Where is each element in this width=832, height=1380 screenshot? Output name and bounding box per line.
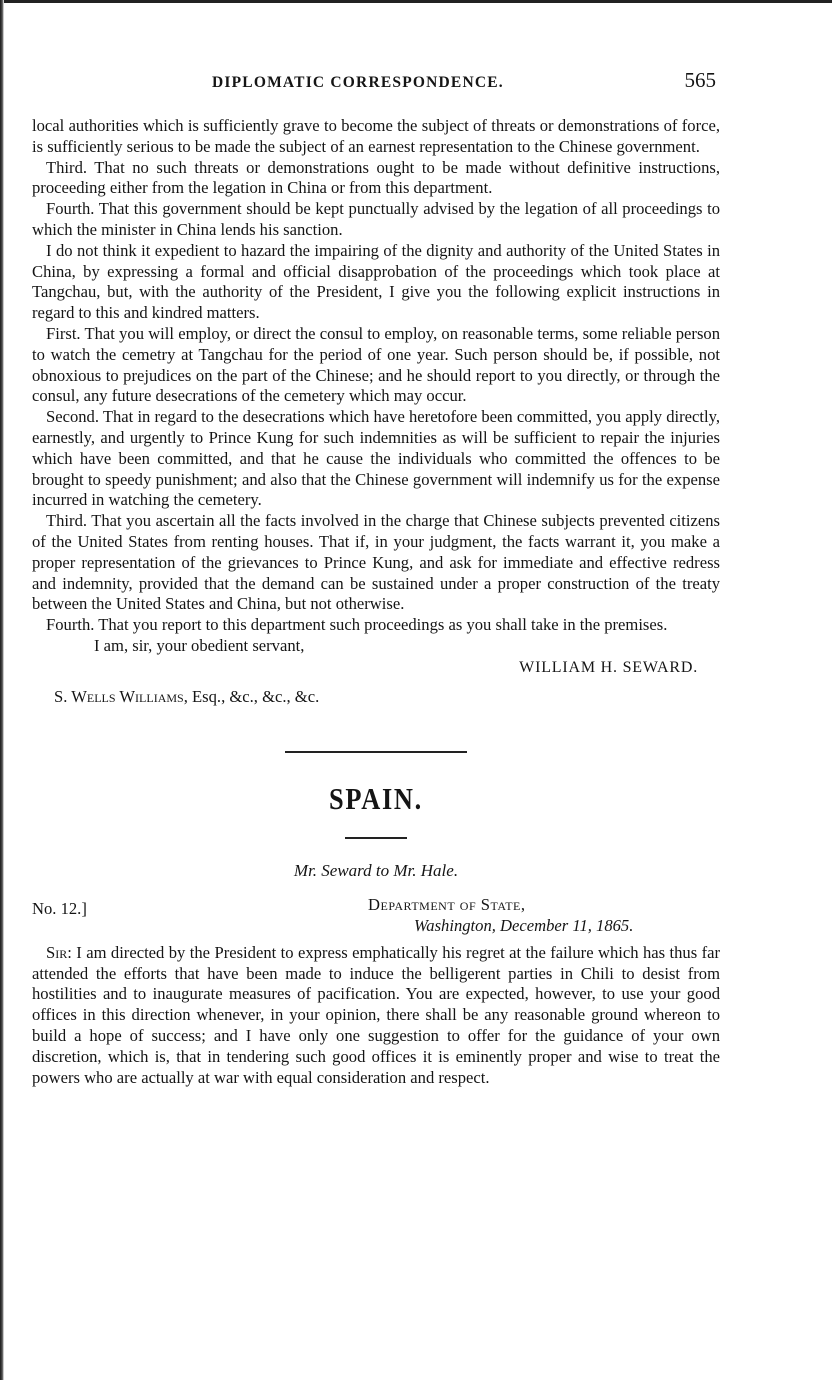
- addressee-name: S. Wells Williams: [54, 686, 184, 706]
- title-underline: [345, 837, 407, 839]
- section-divider: [285, 751, 467, 753]
- page-number: 565: [684, 68, 716, 92]
- letter-body: [32, 943, 720, 1089]
- page-binding-edge: [0, 0, 4, 1380]
- section-title: SPAIN.: [329, 780, 423, 816]
- paragraph-fourth-instruction: Fourth. That you report to this department such proceedings as you shall take in the premises.: [46, 615, 668, 635]
- paragraph-instructions-intro: I do not think it expedient to hazard the impairing of the dignity and authority of the United States in China, by expressing a formal and official disapprobation of the proceedings which took place at Tangchau, but, with the authority of the President, I give you the following explicit instructions in regard to this and kindred matters.: [32, 240, 720, 323]
- letter-body-text: I am directed by the President to express emphatically his regret at the failure which has thus far attended the efforts that have been made to induce the belligerent parties in Chili to desist from hostilities and to inaugurate measures of pacification. You are expected, however, to use your good offices in this direction whenever, in your opinion, there shall be any reasonable ground whereon to build a hope of success; and I have only one suggestion to offer for the guidance of your own discretion, which is, that in tendering such good offices it is eminently proper and wise to treat the powers who are actually at war with equal consideration and respect.: [32, 942, 720, 1087]
- continued-letter-body: [32, 116, 720, 636]
- letter-heading: Mr. Seward to Mr. Hale.: [293, 860, 459, 880]
- letter-dateline: [32, 895, 720, 939]
- document-page: [32, 62, 720, 1088]
- salutation: Sir:: [46, 942, 72, 962]
- signature: WILLIAM H. SEWARD.: [519, 658, 698, 676]
- paragraph-third-point: Third. That no such threats or demonstrations ought to be made without definitive instructions, proceeding either from the legation in China or from this department.: [32, 157, 720, 198]
- page-top-edge: [0, 0, 832, 3]
- letter-number: No. 12.]: [32, 898, 87, 918]
- addressee-suffix: , Esq., &c., &c., &c.: [183, 686, 320, 706]
- paragraph-continued: local authorities which is sufficiently grave to become the subject of threats or demonstrations of force, is sufficiently serious to be made the subject of an earnest representation to the Chinese government.: [32, 116, 720, 156]
- paragraph-first-instruction: First. That you will employ, or direct the consul to employ, on reasonable terms, some reliable person to watch the cemetry at Tangchau for the period of one year. Such person should be, if possible, not obnoxious to prejudices on the part of the Chinese; and he should report to you directly, or through the consul, any future desecrations of the cemetery which may occur.: [32, 323, 720, 406]
- running-title: DIPLOMATIC CORRESPONDENCE.: [212, 74, 504, 91]
- letter-office: Department of State,: [368, 894, 526, 914]
- paragraph-second-instruction: Second. That in regard to the desecrations which have heretofore been committed, you apply directly, earnestly, and urgently to Prince Kung for such indemnities as will be sufficient to repair the injuries which have been committed, and that he cause the individuals who committed the offences to be brought to speedy punishment; and also that the Chinese government will indemnify us for the expense incurred in watching the cemetery.: [32, 407, 720, 510]
- addressee: [54, 687, 720, 707]
- paragraph-fourth-point: Fourth. That this government should be kept punctually advised by the legation of all proceedings to which the minister in China lends his sanction.: [32, 199, 720, 239]
- letter-place-date: Washington, December 11, 1865.: [414, 915, 634, 935]
- running-head: [32, 62, 720, 96]
- paragraph-third-instruction: Third. That you ascertain all the facts involved in the charge that Chinese subjects prevented citizens of the United States from renting houses. That if, in your judgment, the facts warrant it, you make a proper representation of the grievances to Prince Kung, and ask for immediate and effective redress and indemnity, provided that the demand can be sustained under a proper construction of the treaty between the United States and China, but not otherwise.: [32, 511, 720, 614]
- closing-line: I am, sir, your obedient servant,: [94, 635, 305, 655]
